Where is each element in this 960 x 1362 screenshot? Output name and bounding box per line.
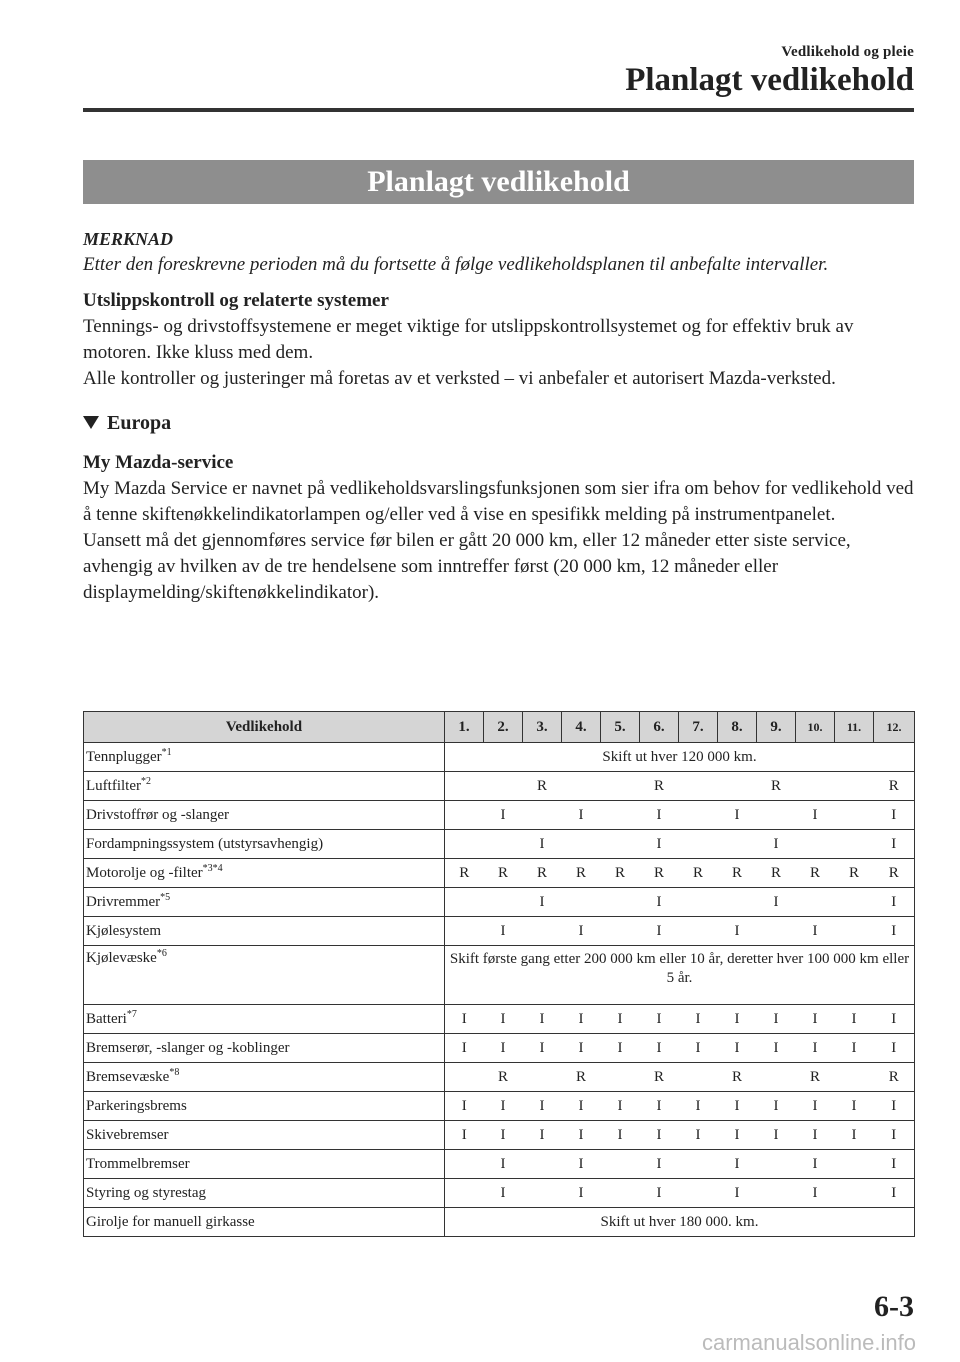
table-cell bbox=[835, 888, 874, 917]
item-name: Styring og styrestag bbox=[86, 1184, 206, 1201]
table-row bbox=[84, 859, 915, 888]
service-title: My Mazda-service bbox=[83, 452, 234, 473]
service-paragraph-2: Uansett må det gjennomføres service før bilen er gått 20 000 km, eller 12 måneder etter siste service, avhengig av hvilken av de tre hendelsene som inntreffer først (20 000 km, 12 måneder eller displaymelding/skiftenøkkelindikator). bbox=[83, 530, 851, 603]
footnote-ref: *2 bbox=[140, 775, 151, 787]
table-cell: I bbox=[874, 1005, 915, 1034]
item-name: Bremserør, -slanger og -koblinger bbox=[86, 1039, 290, 1056]
table-cell bbox=[679, 1150, 718, 1179]
item-name: Parkeringsbrems bbox=[86, 1097, 187, 1114]
table-cell: I bbox=[835, 1005, 874, 1034]
table-cell: I bbox=[562, 1121, 601, 1150]
table-row bbox=[84, 888, 915, 917]
table-header-row bbox=[84, 712, 915, 743]
table-cell: I bbox=[640, 1150, 679, 1179]
table-cell bbox=[601, 830, 640, 859]
body-content bbox=[83, 226, 915, 606]
table-cell: I bbox=[640, 801, 679, 830]
table-cell bbox=[484, 772, 523, 801]
table-cell-item bbox=[84, 1063, 445, 1092]
table-cell bbox=[523, 1063, 562, 1092]
table-cell: I bbox=[874, 1179, 915, 1208]
table-cell bbox=[445, 772, 484, 801]
table-cell bbox=[445, 1179, 484, 1208]
table-cell: R bbox=[757, 859, 796, 888]
table-cell: I bbox=[523, 830, 562, 859]
table-cell: R bbox=[640, 772, 679, 801]
emission-paragraph-1: Tennings- og drivstoffsystemene er meget viktige for utslippskontrollsystemet og for effektiv bruk av motoren. Ikke kluss med dem. bbox=[83, 316, 854, 363]
table-cell bbox=[445, 888, 484, 917]
table-cell: I bbox=[523, 1034, 562, 1063]
table-cell: I bbox=[757, 1121, 796, 1150]
triangle-down-icon bbox=[83, 416, 99, 429]
table-cell bbox=[445, 830, 484, 859]
table-cell bbox=[523, 1150, 562, 1179]
table-cell: I bbox=[445, 1034, 484, 1063]
table-header-interval: 1. bbox=[445, 712, 484, 743]
table-cell bbox=[484, 830, 523, 859]
table-cell bbox=[835, 1150, 874, 1179]
item-name: Kjølevæske bbox=[86, 950, 157, 966]
table-header-interval: 5. bbox=[601, 712, 640, 743]
table-cell bbox=[835, 830, 874, 859]
table-cell bbox=[523, 917, 562, 946]
table-cell: I bbox=[640, 1179, 679, 1208]
table-cell bbox=[835, 772, 874, 801]
table-cell-item bbox=[84, 1092, 445, 1121]
table-cell bbox=[757, 801, 796, 830]
table-cell: I bbox=[874, 1092, 915, 1121]
footnote-ref: *8 bbox=[169, 1066, 180, 1078]
table-cell bbox=[601, 888, 640, 917]
table-cell: I bbox=[757, 888, 796, 917]
table-cell bbox=[718, 888, 757, 917]
table-cell bbox=[718, 772, 757, 801]
table-cell bbox=[796, 888, 835, 917]
item-name: Tennplugger bbox=[86, 748, 162, 765]
footnote-ref: *3*4 bbox=[202, 862, 223, 874]
table-cell: I bbox=[835, 1092, 874, 1121]
table-cell bbox=[523, 801, 562, 830]
table-cell: I bbox=[874, 1150, 915, 1179]
table-cell bbox=[757, 1150, 796, 1179]
table-cell bbox=[679, 801, 718, 830]
table-cell bbox=[796, 772, 835, 801]
table-cell: I bbox=[874, 888, 915, 917]
table-cell bbox=[601, 1179, 640, 1208]
footnote-ref: *1 bbox=[161, 746, 172, 758]
item-name: Drivstoffrør og -slanger bbox=[86, 806, 230, 823]
table-cell: I bbox=[601, 1121, 640, 1150]
item-name: Motorolje og -filter bbox=[86, 864, 203, 881]
table-cell bbox=[601, 1063, 640, 1092]
table-cell: R bbox=[796, 1063, 835, 1092]
note-title: MERKNAD bbox=[83, 229, 174, 249]
table-cell: I bbox=[445, 1005, 484, 1034]
table-cell: R bbox=[796, 859, 835, 888]
table-cell: I bbox=[484, 1092, 523, 1121]
table-cell: I bbox=[523, 888, 562, 917]
region-label: Europa bbox=[107, 412, 172, 434]
table-cell-item bbox=[84, 859, 445, 888]
table-cell: I bbox=[757, 1092, 796, 1121]
item-name: Bremsevæske bbox=[86, 1068, 170, 1085]
table-cell bbox=[679, 917, 718, 946]
table-cell: I bbox=[718, 1092, 757, 1121]
table-row bbox=[84, 1150, 915, 1179]
item-name: Fordampningssystem (utstyrsavhengig) bbox=[86, 835, 324, 852]
table-cell bbox=[445, 1150, 484, 1179]
table-cell-span: Skift ut hver 180 000. km. bbox=[445, 1208, 915, 1237]
table-header-interval: 9. bbox=[757, 712, 796, 743]
table-cell: I bbox=[796, 1150, 835, 1179]
table-cell bbox=[679, 888, 718, 917]
note-body: Etter den foreskrevne perioden må du fortsette å følge vedlikeholdsplanen til anbefalte intervaller. bbox=[83, 254, 829, 275]
table-cell: I bbox=[718, 1005, 757, 1034]
table-header-interval: 12. bbox=[874, 712, 915, 743]
table-cell: I bbox=[874, 830, 915, 859]
table-cell bbox=[679, 1179, 718, 1208]
footnote-ref: *6 bbox=[156, 948, 167, 959]
table-cell bbox=[796, 830, 835, 859]
table-cell: I bbox=[523, 1121, 562, 1150]
table-cell: I bbox=[445, 1092, 484, 1121]
item-name: Skivebremser bbox=[86, 1126, 169, 1143]
table-cell-item bbox=[84, 830, 445, 859]
table-header-interval: 11. bbox=[835, 712, 874, 743]
table-cell bbox=[679, 772, 718, 801]
table-row bbox=[84, 1063, 915, 1092]
table-cell bbox=[835, 1063, 874, 1092]
table-cell: I bbox=[835, 1034, 874, 1063]
table-cell: I bbox=[835, 1121, 874, 1150]
table-cell bbox=[601, 772, 640, 801]
maintenance-table bbox=[83, 711, 915, 1237]
table-cell bbox=[523, 1179, 562, 1208]
table-cell-item bbox=[84, 917, 445, 946]
table-cell bbox=[601, 1150, 640, 1179]
table-cell: R bbox=[757, 772, 796, 801]
table-row bbox=[84, 917, 915, 946]
table-cell: I bbox=[445, 1121, 484, 1150]
table-cell bbox=[562, 772, 601, 801]
table-cell: R bbox=[874, 772, 915, 801]
table-cell bbox=[562, 888, 601, 917]
table-cell: I bbox=[679, 1121, 718, 1150]
table-cell-item bbox=[84, 946, 445, 1005]
table-row bbox=[84, 1208, 915, 1237]
table-cell: R bbox=[484, 1063, 523, 1092]
section-banner: Planlagt vedlikehold bbox=[83, 160, 914, 204]
table-header-maintenance: Vedlikehold bbox=[84, 712, 445, 743]
table-cell bbox=[757, 917, 796, 946]
emission-paragraph-2: Alle kontroller og justeringer må foretas av et verksted – vi anbefaler et autorisert Mazda-verksted. bbox=[83, 368, 836, 389]
table-cell: I bbox=[757, 1034, 796, 1063]
table-cell bbox=[445, 801, 484, 830]
table-cell bbox=[562, 830, 601, 859]
table-cell: I bbox=[523, 1005, 562, 1034]
region-heading bbox=[83, 410, 915, 436]
table-cell: I bbox=[484, 1150, 523, 1179]
table-cell: I bbox=[640, 1034, 679, 1063]
table-cell: I bbox=[718, 1179, 757, 1208]
table-cell-item bbox=[84, 1150, 445, 1179]
table-row bbox=[84, 772, 915, 801]
table-cell: I bbox=[718, 801, 757, 830]
table-row bbox=[84, 1034, 915, 1063]
table-cell: I bbox=[796, 801, 835, 830]
item-name: Trommelbremser bbox=[86, 1155, 190, 1172]
table-cell: I bbox=[562, 1179, 601, 1208]
table-cell: I bbox=[718, 917, 757, 946]
table-row bbox=[84, 830, 915, 859]
table-cell-item bbox=[84, 743, 445, 772]
table-cell: R bbox=[601, 859, 640, 888]
table-cell: I bbox=[640, 917, 679, 946]
table-cell bbox=[757, 1179, 796, 1208]
table-cell: R bbox=[445, 859, 484, 888]
table-cell: I bbox=[679, 1005, 718, 1034]
table-cell: I bbox=[562, 1150, 601, 1179]
item-name: Luftfilter bbox=[86, 777, 141, 794]
table-cell: I bbox=[484, 1179, 523, 1208]
table-cell: I bbox=[640, 888, 679, 917]
table-header-interval: 3. bbox=[523, 712, 562, 743]
table-cell bbox=[679, 1063, 718, 1092]
table-header-interval: 8. bbox=[718, 712, 757, 743]
table-cell: I bbox=[601, 1005, 640, 1034]
table-cell bbox=[835, 1179, 874, 1208]
table-cell: I bbox=[640, 830, 679, 859]
table-cell: I bbox=[796, 1179, 835, 1208]
table-cell: I bbox=[679, 1034, 718, 1063]
table-cell: R bbox=[640, 1063, 679, 1092]
table-cell bbox=[835, 801, 874, 830]
table-cell: I bbox=[640, 1092, 679, 1121]
table-cell-item bbox=[84, 1208, 445, 1237]
table-cell: I bbox=[640, 1005, 679, 1034]
service-paragraph-1: My Mazda Service er navnet på vedlikeholdsvarslingsfunksjonen som sier ifra om behov for vedlikehold ved å tenne skiftenøkkelindikatorlampen og/eller ved å vise en spesifikk melding på instrumentpanelet. bbox=[83, 478, 914, 525]
table-cell: I bbox=[484, 1005, 523, 1034]
table-cell: I bbox=[874, 1034, 915, 1063]
table-cell: R bbox=[562, 1063, 601, 1092]
table-row bbox=[84, 1121, 915, 1150]
table-cell bbox=[757, 1063, 796, 1092]
table-cell-item bbox=[84, 1034, 445, 1063]
table-cell: I bbox=[484, 1034, 523, 1063]
table-row bbox=[84, 801, 915, 830]
item-name: Drivremmer bbox=[86, 893, 161, 910]
table-cell: I bbox=[718, 1150, 757, 1179]
page-number: 6-3 bbox=[874, 1290, 914, 1323]
table-cell: R bbox=[874, 1063, 915, 1092]
table-cell: I bbox=[484, 917, 523, 946]
table-cell: I bbox=[562, 917, 601, 946]
table-cell bbox=[445, 1063, 484, 1092]
table-cell-span: Skift første gang etter 200 000 km eller 10 år, deretter hver 100 000 km eller 5 år. bbox=[445, 946, 915, 1005]
table-cell: I bbox=[562, 801, 601, 830]
table-row bbox=[84, 946, 915, 1005]
table-row bbox=[84, 1005, 915, 1034]
section-title: Vedlikehold og pleie bbox=[781, 44, 914, 60]
table-cell: I bbox=[484, 1121, 523, 1150]
table-cell: R bbox=[718, 859, 757, 888]
table-cell bbox=[835, 917, 874, 946]
table-cell: R bbox=[835, 859, 874, 888]
table-cell: I bbox=[874, 1121, 915, 1150]
table-cell: I bbox=[601, 1092, 640, 1121]
table-cell-item bbox=[84, 888, 445, 917]
table-cell bbox=[718, 830, 757, 859]
table-cell: I bbox=[796, 1121, 835, 1150]
table-cell: I bbox=[601, 1034, 640, 1063]
table-cell-item bbox=[84, 1121, 445, 1150]
table-cell: I bbox=[484, 801, 523, 830]
table-cell: I bbox=[796, 1005, 835, 1034]
table-cell: I bbox=[796, 917, 835, 946]
table-cell: I bbox=[523, 1092, 562, 1121]
watermark: carmanualsonline.info bbox=[701, 1330, 916, 1355]
table-cell: I bbox=[562, 1005, 601, 1034]
table-cell: I bbox=[562, 1092, 601, 1121]
table-cell: R bbox=[484, 859, 523, 888]
table-cell: R bbox=[718, 1063, 757, 1092]
table-cell bbox=[601, 801, 640, 830]
table-cell bbox=[679, 830, 718, 859]
table-cell: I bbox=[757, 830, 796, 859]
header-rule bbox=[83, 108, 914, 112]
table-cell bbox=[601, 917, 640, 946]
page-header-title: Planlagt vedlikehold bbox=[625, 62, 914, 98]
table-cell: R bbox=[874, 859, 915, 888]
table-cell: R bbox=[523, 772, 562, 801]
table-cell-item bbox=[84, 1179, 445, 1208]
table-cell: I bbox=[757, 1005, 796, 1034]
item-name: Batteri bbox=[86, 1010, 127, 1027]
table-cell: R bbox=[523, 859, 562, 888]
table-cell: I bbox=[718, 1034, 757, 1063]
table-cell: I bbox=[874, 801, 915, 830]
emission-title: Utslippskontroll og relaterte systemer bbox=[83, 290, 389, 311]
item-name: Kjølesystem bbox=[86, 922, 161, 939]
table-header-interval: 4. bbox=[562, 712, 601, 743]
table-header-interval: 2. bbox=[484, 712, 523, 743]
table-cell: I bbox=[679, 1092, 718, 1121]
table-cell-item bbox=[84, 772, 445, 801]
table-cell: I bbox=[874, 917, 915, 946]
table-cell-item bbox=[84, 801, 445, 830]
footnote-ref: *7 bbox=[126, 1008, 137, 1020]
footnote-ref: *5 bbox=[160, 891, 171, 903]
table-cell: R bbox=[679, 859, 718, 888]
table-header-interval: 6. bbox=[640, 712, 679, 743]
table-cell-span: Skift ut hver 120 000 km. bbox=[445, 743, 915, 772]
table-row bbox=[84, 743, 915, 772]
table-cell: I bbox=[640, 1121, 679, 1150]
table-header-interval: 10. bbox=[796, 712, 835, 743]
table-cell: I bbox=[718, 1121, 757, 1150]
table-cell: I bbox=[796, 1092, 835, 1121]
item-name: Girolje for manuell girkasse bbox=[86, 1213, 255, 1230]
table-cell-item bbox=[84, 1005, 445, 1034]
table-row bbox=[84, 1179, 915, 1208]
table-row bbox=[84, 1092, 915, 1121]
table-cell: R bbox=[640, 859, 679, 888]
table-cell bbox=[445, 917, 484, 946]
table-cell: R bbox=[562, 859, 601, 888]
table-cell bbox=[484, 888, 523, 917]
table-cell: I bbox=[562, 1034, 601, 1063]
table-cell: I bbox=[796, 1034, 835, 1063]
table-header-interval: 7. bbox=[679, 712, 718, 743]
